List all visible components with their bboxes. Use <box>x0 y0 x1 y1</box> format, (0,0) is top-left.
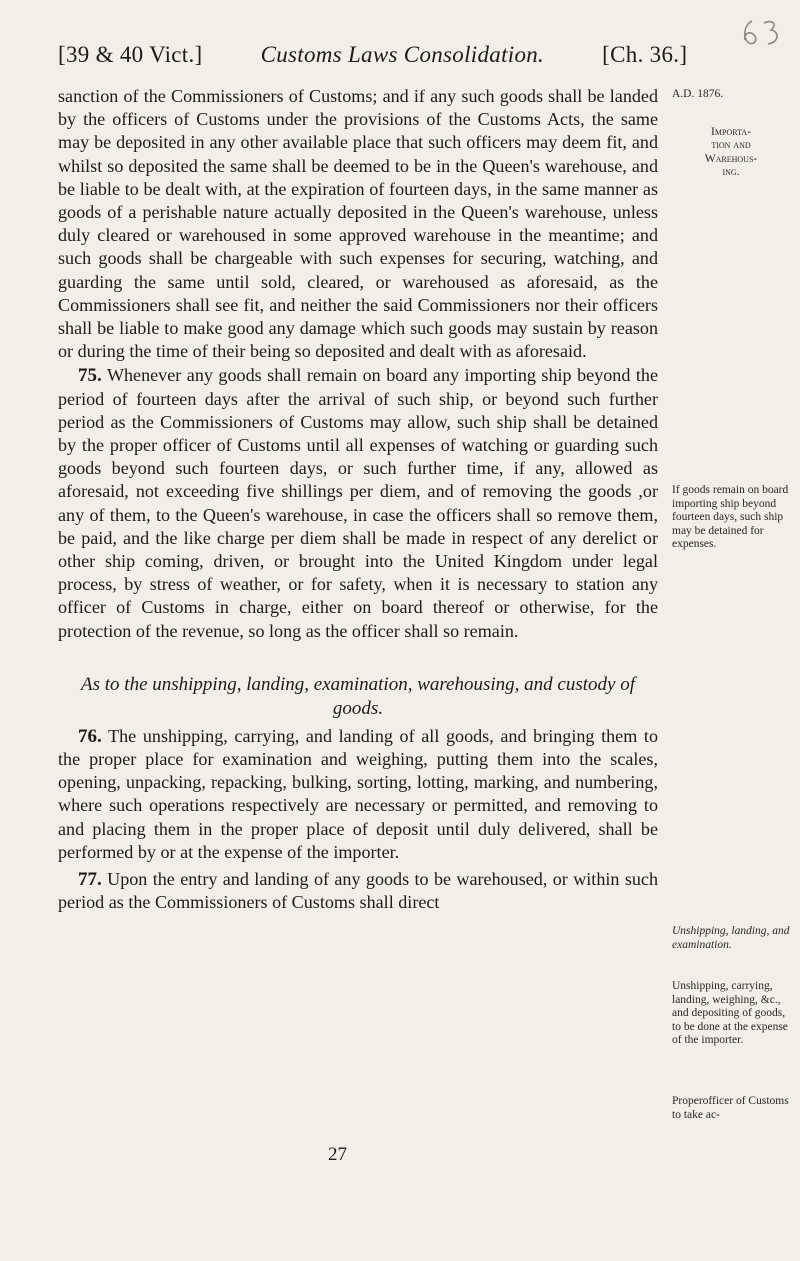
section-77 <box>58 868 658 914</box>
section-77-number: 77. <box>78 869 102 891</box>
section-75 <box>58 364 658 642</box>
margin-note-s77 <box>672 1095 790 1122</box>
header-regnal-year: [39 & 40 Vict.] <box>58 42 203 67</box>
margin-heading: Unshipping, landing, and examination. <box>672 925 790 951</box>
section-77-text: Upon the entry and landing of any goods to be warehoused, or within such period as the Commissioners of Customs shall direct <box>58 869 658 913</box>
section-75-number: 75. <box>78 365 102 387</box>
section-76 <box>58 725 658 864</box>
main-text <box>58 85 658 915</box>
header-title: Customs Laws Consolidation. <box>260 42 545 67</box>
margin-note-heading <box>672 925 790 952</box>
section-76-number: 76. <box>78 725 102 747</box>
margin-note-importation <box>672 112 790 194</box>
margin-note-s76 <box>672 980 790 1048</box>
margin-s77: Properofficer of Customs to take ac- <box>672 1095 789 1121</box>
page-number: 27 <box>328 1144 347 1165</box>
header-chapter: [Ch. 36.] <box>602 42 688 67</box>
margin-s75: If goods remain on board importing ship beyond fourteen days, such ship may be detained for expenses. <box>672 484 789 551</box>
margin-year: A.D. 1876. <box>672 88 724 100</box>
paragraph-continuation: sanction of the Commissioners of Customs; and if any such goods shall be landed by the officers of Customs under the provisions of the Customs Acts, the same may be deposited in any other available place that such officers may deem fit, and whilst so deposited the same shall be deemed to be in the Queen's warehouse, and be liable to be dealt with, at the expiration of fourteen days, in the same manner as goods of a perishable nature actually deposited in the Queen's warehouse, unless duly cleared or warehoused in some approved warehouse in the meantime; and such goods shall be chargeable with such expenses for securing, watching, and guarding the same until sold, cleared, or warehoused as aforesaid, as the Commissioners shall see fit, and neither the said Commissioners nor their officers shall be liable to make good any damage which such goods may sustain by reason or during the time of their being so deposited and dealt with as aforesaid. <box>58 86 658 362</box>
section-75-text: Whenever any goods shall remain on board any importing ship beyond the period of fourteen days after the arrival of such ship, or beyond such further period as the Commissioners of Customs may allow, such ship shall be detained by the proper officer of Customs until all expenses of watching or guarding such goods beyond such fourteen days, or such further time, if any, allowed as aforesaid, not exceeding five shillings per diem, and of removing the goods ,or any of them, to the Queen's warehouse, in case the officers shall so remove them, be paid, and the like charge per diem shall be made in respect of any derelict or other ship coming, driven, or brought into the United Kingdom under legal process, by stress of weather, or for safety, when it is necessary to station any officer of Customs in charge, either on board thereof or otherwise, for the protection of the revenue, so long as the officer shall so remain. <box>58 365 658 641</box>
margin-note-year <box>672 88 790 102</box>
margin-note-s75 <box>672 484 790 552</box>
margin-importation: Importa- tion and Warehous- ing. <box>704 125 758 179</box>
part-heading: As to the unshipping, landing, examination, warehousing, and custody of goods. <box>81 673 635 719</box>
section-76-text: The unshipping, carrying, and landing of all goods, and bringing them to the proper place for examination and weighing, putting them into the scales, opening, unpacking, repacking, bulking, sorting, lotting, marking, and numbering, where such operations respectively are necessary or permitted, and removing to and placing them in the proper place of deposit until duly delivered, shall be performed by or at the expense of the importer. <box>58 725 659 862</box>
running-header <box>58 42 758 68</box>
margin-s76: Unshipping, carrying, landing, weighing, &c., and depositing of goods, to be done at the expense of the importer. <box>672 980 788 1047</box>
